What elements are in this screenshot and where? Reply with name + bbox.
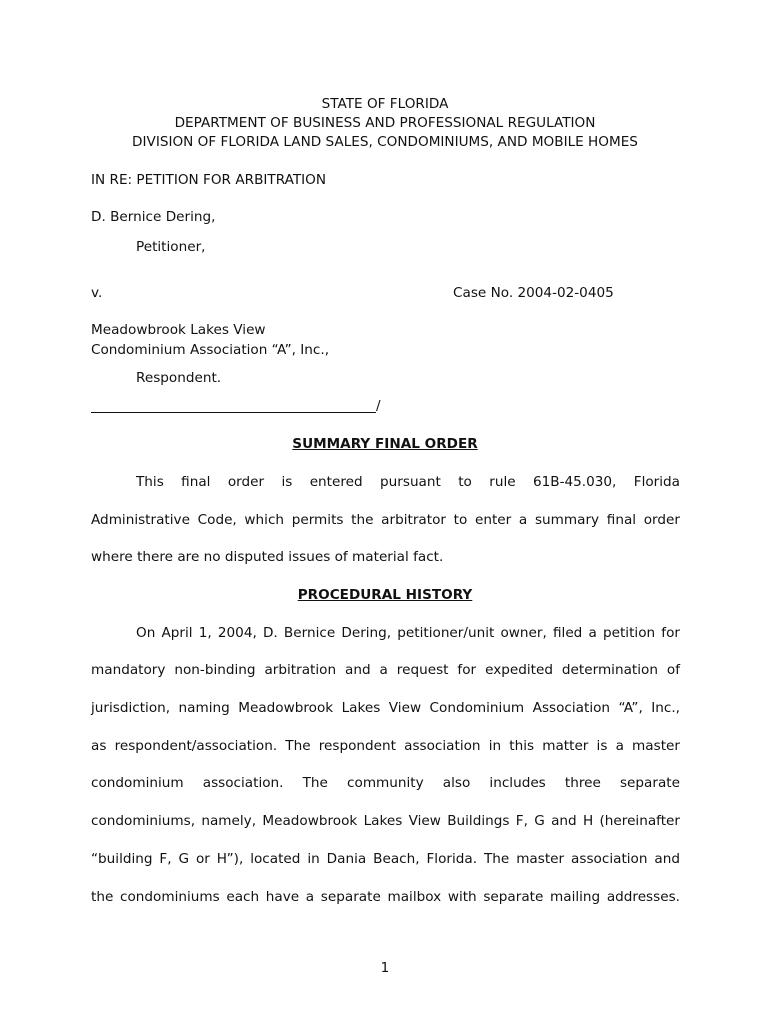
in-re-line: IN RE: PETITION FOR ARBITRATION <box>91 172 327 188</box>
summary-line: where there are no disputed issues of material fact. <box>91 549 444 565</box>
respondent-name-line2: Condominium Association “A”, Inc., <box>91 342 330 358</box>
history-line: mandatory non-binding arbitration and a request for expedited determination of <box>91 662 680 678</box>
summary-heading: SUMMARY FINAL ORDER <box>292 436 478 452</box>
versus: v. <box>91 285 103 301</box>
history-line: condominiums, namely, Meadowbrook Lakes View Buildings F, G and H (hereinafter <box>91 813 680 829</box>
history-line: the condominiums each have a separate mailbox with separate mailing addresses. <box>91 889 680 905</box>
history-heading: PROCEDURAL HISTORY <box>297 587 473 603</box>
caption-slash: / <box>376 398 381 414</box>
history-line: condominium association. The community also includes three separate <box>91 775 680 791</box>
header-division: DIVISION OF FLORIDA LAND SALES, CONDOMINIUMS, AND MOBILE HOMES <box>132 134 638 150</box>
history-line: “building F, G or H”), located in Dania Beach, Florida. The master association and <box>91 851 680 867</box>
petitioner-role: Petitioner, <box>136 239 206 255</box>
header-state: STATE OF FLORIDA <box>321 96 449 112</box>
case-number: Case No. 2004-02-0405 <box>453 285 614 301</box>
respondent-role: Respondent. <box>136 370 222 386</box>
petitioner-name: D. Bernice Dering, <box>91 209 216 225</box>
history-line: jurisdiction, naming Meadowbrook Lakes View Condominium Association “A”, Inc., <box>91 700 680 716</box>
caption-rule <box>91 412 376 413</box>
header-department: DEPARTMENT OF BUSINESS AND PROFESSIONAL REGULATION <box>174 115 596 131</box>
respondent-name-line1: Meadowbrook Lakes View <box>91 322 266 338</box>
history-line: as respondent/association. The respondent association in this matter is a master <box>91 738 680 754</box>
history-line: On April 1, 2004, D. Bernice Dering, petitioner/unit owner, filed a petition for <box>136 625 680 641</box>
summary-line: Administrative Code, which permits the arbitrator to enter a summary final order <box>91 512 680 528</box>
summary-line: This final order is entered pursuant to rule 61B-45.030, Florida <box>136 474 680 490</box>
page-number: 1 <box>380 960 390 976</box>
